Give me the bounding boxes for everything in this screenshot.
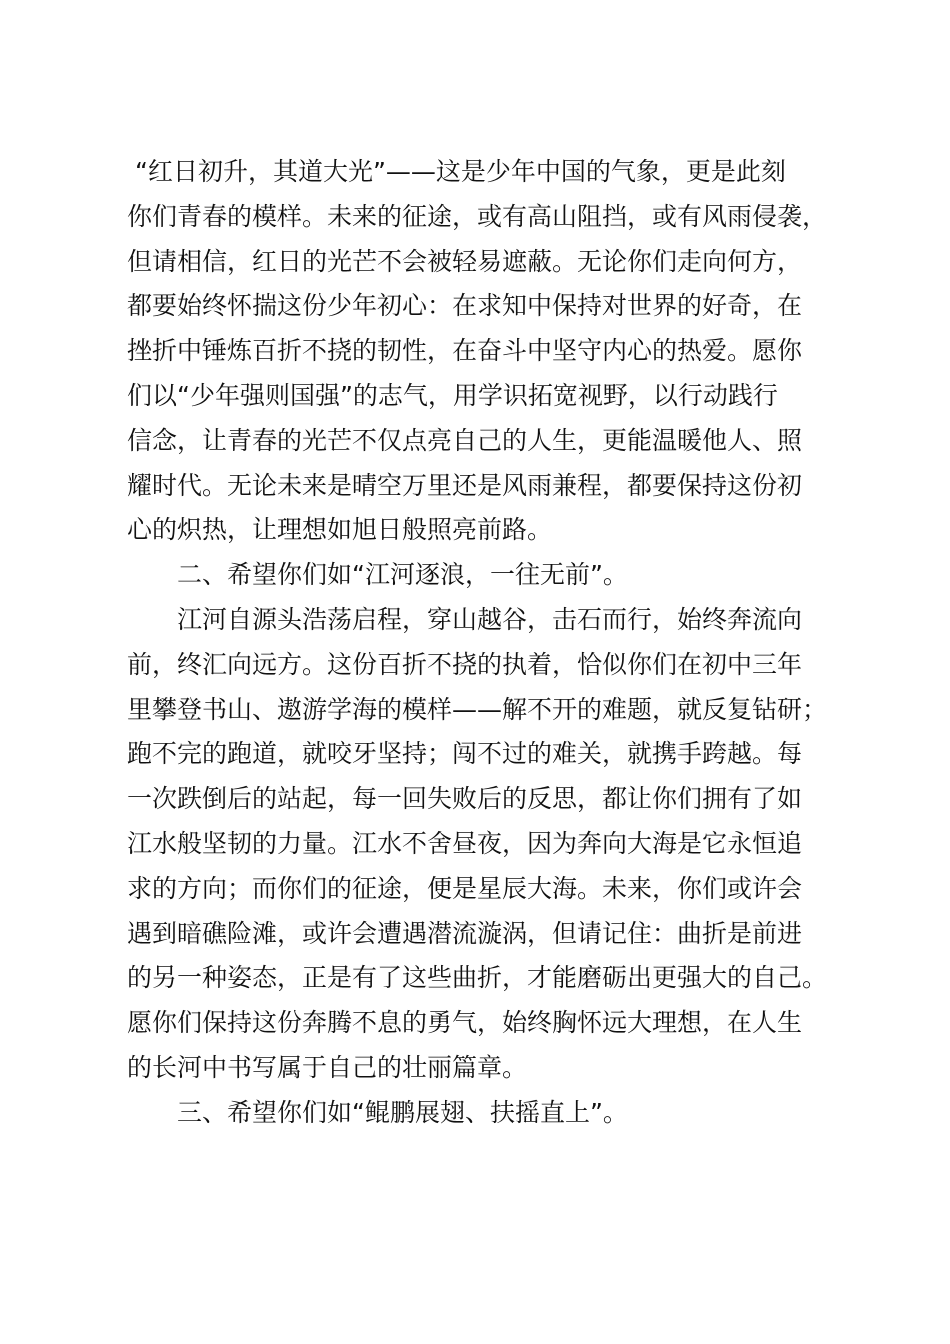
paragraph-2-line-4: 跑不完的跑道，就咬牙坚持；闯不过的难关，就携手跨越。每 (127, 739, 803, 769)
document-body (127, 150, 857, 1136)
paragraph-1-line-9: 心的炽热，让理想如旭日般照亮前路。 (127, 515, 553, 545)
paragraph-1-line-1: “红日初升，其道大光”——这是少年中国的气象，更是此刻 (135, 157, 786, 186)
paragraph-2-line-9: 的另一种姿态，正是有了这些曲折，才能磨砺出更强大的自己。 (127, 963, 828, 993)
paragraph-1-line-5: 挫折中锤炼百折不挠的韧性，在奋斗中坚守内心的热爱。愿你 (127, 336, 803, 366)
paragraph-2-line-6: 江水般坚韧的力量。江水不舍昼夜，因为奔向大海是它永恒追 (127, 828, 803, 858)
paragraph-2-line-2: 前，终汇向远方。这份百折不挠的执着，恰似你们在初中三年 (127, 649, 803, 679)
section-heading-2: 二、希望你们如“江河逐浪，一往无前”。 (177, 560, 628, 590)
section-heading-3: 三、希望你们如“鲲鹏展翅、扶摇直上”。 (177, 1097, 628, 1127)
paragraph-2-line-7: 求的方向；而你们的征途，便是星辰大海。未来，你们或许会 (127, 873, 803, 903)
paragraph-1-line-7: 信念，让青春的光芒不仅点亮自己的人生，更能温暖他人、照 (127, 425, 803, 455)
paragraph-1-line-8: 耀时代。无论未来是晴空万里还是风雨兼程，都要保持这份初 (127, 470, 803, 500)
paragraph-1-line-6: 们以“少年强则国强”的志气，用学识拓宽视野，以行动践行 (127, 380, 778, 410)
paragraph-1-line-4: 都要始终怀揣这份少年初心：在求知中保持对世界的好奇，在 (127, 291, 803, 321)
paragraph-2-line-1: 江河自源头浩荡启程，穿山越谷，击石而行，始终奔流向 (177, 604, 803, 634)
paragraph-2-line-5: 一次跌倒后的站起，每一回失败后的反思，都让你们拥有了如 (127, 784, 803, 814)
paragraph-1-line-3: 但请相信，红日的光芒不会被轻易遮蔽。无论你们走向何方， (127, 246, 803, 276)
paragraph-2-line-11: 的长河中书写属于自己的壮丽篇章。 (127, 1052, 528, 1082)
paragraph-2-line-8: 遇到暗礁险滩，或许会遭遇潜流漩涡，但请记住：曲折是前进 (127, 918, 803, 948)
paragraph-2-line-3: 里攀登书山、遨游学海的模样——解不开的难题，就反复钻研； (127, 694, 828, 724)
paragraph-2-line-10: 愿你们保持这份奔腾不息的勇气，始终胸怀远大理想，在人生 (127, 1008, 803, 1038)
paragraph-1-line-2: 你们青春的模样。未来的征途，或有高山阻挡，或有风雨侵袭， (127, 201, 828, 231)
